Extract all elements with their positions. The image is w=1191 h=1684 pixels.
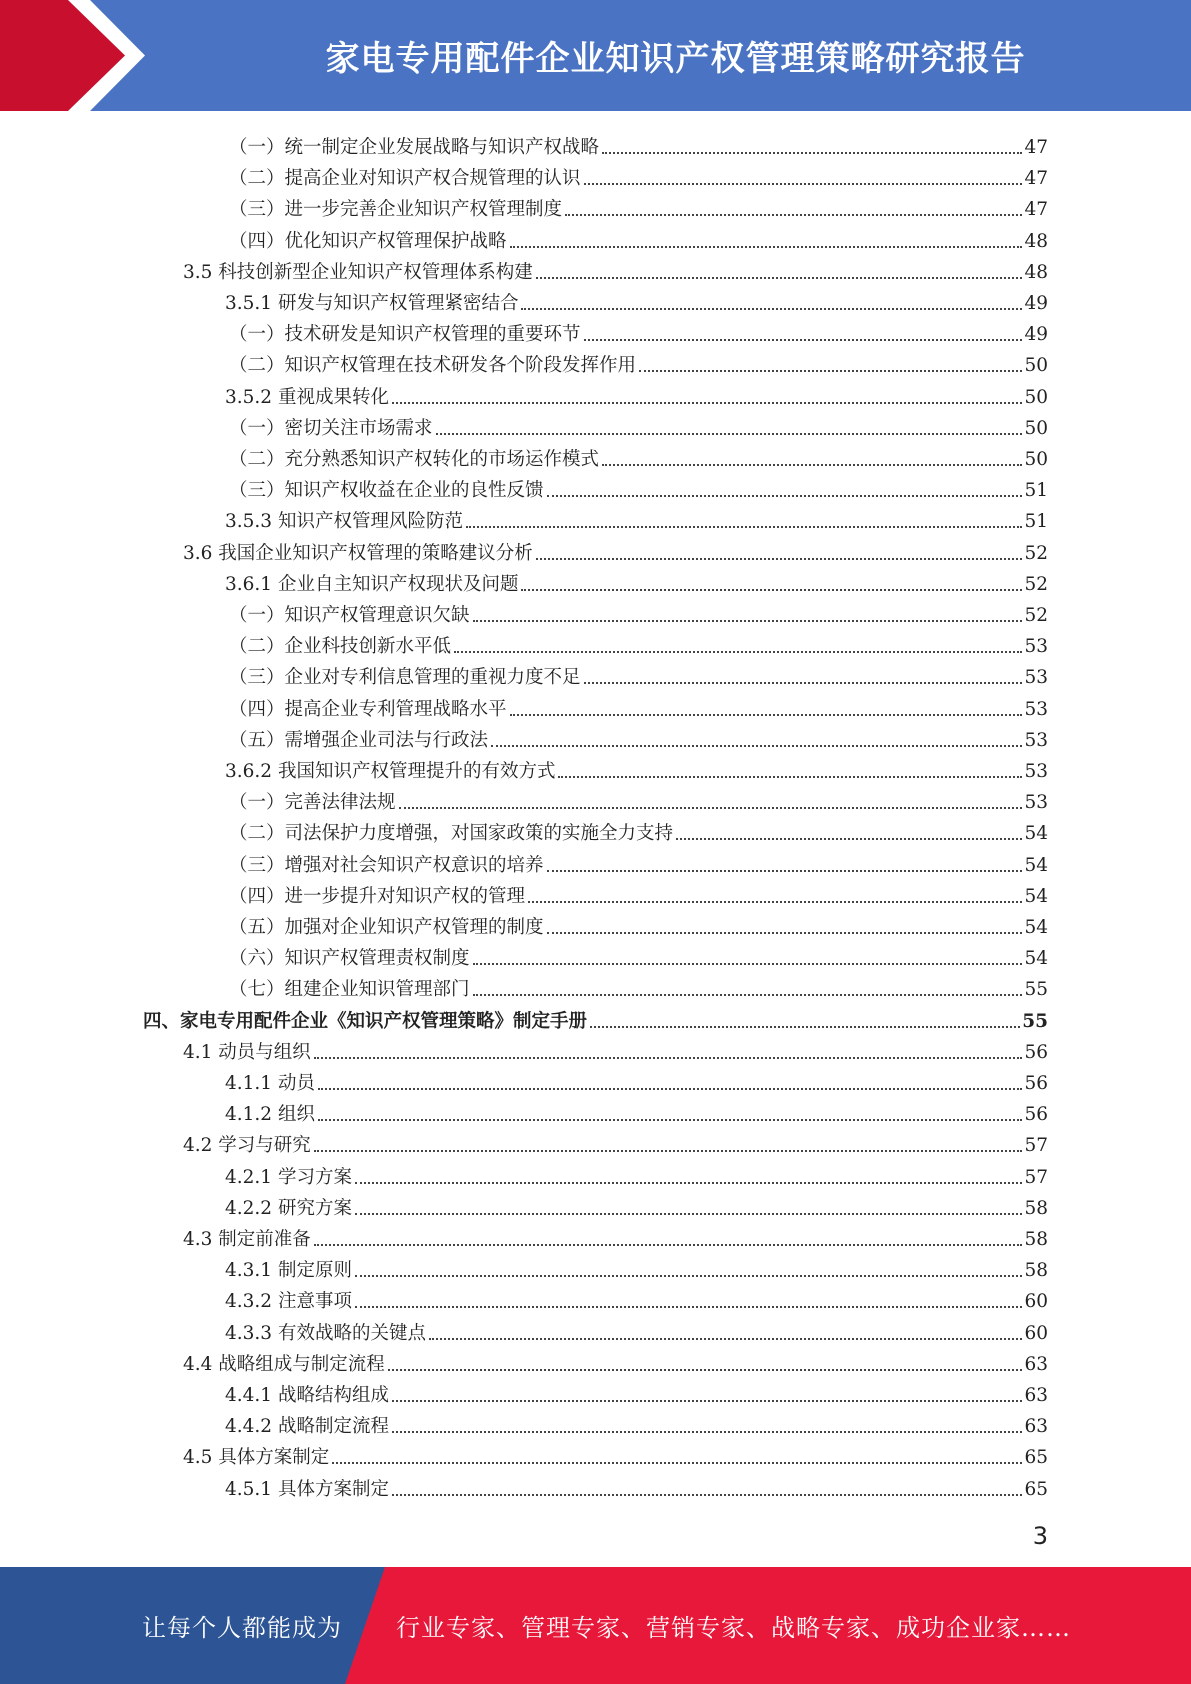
toc-entry-title: （四）进一步提升对知识产权的管理 — [229, 885, 526, 907]
toc-entry-title: 4.4.2 战略制定流程 — [225, 1416, 389, 1438]
toc-entry-title: 4.2.2 研究方案 — [225, 1197, 352, 1219]
toc-entry-page: 56 — [1024, 1041, 1048, 1063]
toc-dot-leader — [436, 433, 1023, 435]
toc-dot-leader — [473, 963, 1023, 965]
toc-entry-title: 4.1 动员与组织 — [183, 1041, 311, 1063]
toc-entry-page: 53 — [1024, 729, 1048, 751]
toc-entry-title: 4.5 具体方案制定 — [183, 1447, 330, 1469]
toc-entry[interactable] — [229, 222, 1048, 253]
toc-entry-title: （二）充分熟悉知识产权转化的市场运作模式 — [229, 449, 600, 470]
toc-entry[interactable] — [225, 1470, 1048, 1501]
toc-dot-leader — [602, 464, 1022, 466]
toc-entry[interactable] — [229, 690, 1048, 721]
toc-entry[interactable] — [225, 1251, 1048, 1282]
toc-entry[interactable] — [225, 502, 1048, 533]
toc-entry-page: 63 — [1024, 1416, 1048, 1438]
toc-entry[interactable] — [225, 378, 1048, 409]
toc-entry-title: 3.5.2 重视成果转化 — [225, 386, 389, 408]
toc-dot-leader — [584, 339, 1023, 341]
toc-entry-title: 4.1.1 动员 — [225, 1073, 315, 1094]
toc-entry[interactable] — [229, 128, 1048, 159]
toc-entry-page: 55 — [1024, 979, 1048, 1001]
toc-entry[interactable] — [229, 627, 1048, 658]
toc-entry-title: 3.6.1 企业自主知识产权现状及问题 — [225, 573, 519, 595]
toc-entry[interactable] — [229, 315, 1048, 346]
toc-entry-page: 65 — [1024, 1447, 1048, 1469]
toc-entry[interactable] — [229, 658, 1048, 689]
toc-entry[interactable] — [229, 783, 1048, 814]
toc-entry[interactable] — [225, 1376, 1048, 1407]
toc-entry-page: 48 — [1024, 261, 1048, 283]
toc-entry[interactable] — [225, 565, 1048, 596]
toc-entry[interactable] — [183, 534, 1048, 565]
toc-entry-page: 52 — [1024, 542, 1048, 564]
toc-entry-title: （一）统一制定企业发展战略与知识产权战略 — [229, 137, 600, 158]
toc-entry-page: 49 — [1024, 293, 1048, 314]
toc-entry-page: 47 — [1024, 168, 1048, 190]
toc-dot-leader — [318, 1119, 1023, 1121]
toc-dot-leader — [355, 1275, 1023, 1277]
toc-entry-page: 48 — [1024, 230, 1048, 252]
toc-entry[interactable] — [183, 1033, 1048, 1064]
toc-entry-page: 63 — [1024, 1353, 1048, 1375]
toc-entry-page: 53 — [1024, 761, 1048, 782]
toc-entry[interactable] — [229, 596, 1048, 627]
toc-entry[interactable] — [229, 471, 1048, 502]
toc-dot-leader — [392, 1494, 1022, 1496]
toc-dot-leader — [473, 620, 1023, 622]
toc-entry-title: （一）知识产权管理意识欠缺 — [229, 605, 470, 626]
toc-entry-title: （三）知识产权收益在企业的良性反馈 — [229, 480, 544, 502]
toc-entry[interactable] — [229, 846, 1048, 877]
page-header — [0, 0, 1191, 111]
document-title: 家电专用配件企业知识产权管理策略研究报告 — [325, 39, 1026, 79]
toc-entry-title: （五）需增强企业司法与行政法 — [229, 729, 489, 751]
toc-entry-page: 60 — [1024, 1322, 1048, 1344]
toc-entry[interactable] — [183, 1345, 1048, 1376]
toc-entry-title: （六）知识产权管理责权制度 — [229, 948, 470, 970]
toc-dot-leader — [536, 277, 1023, 279]
toc-entry-page: 56 — [1024, 1073, 1048, 1094]
toc-entry-title: （一）密切关注市场需求 — [229, 417, 433, 439]
toc-entry[interactable] — [183, 1220, 1048, 1251]
toc-entry-title: 3.6 我国企业知识产权管理的策略建议分析 — [183, 542, 533, 564]
toc-entry-title: （二）企业科技创新水平低 — [229, 636, 452, 658]
toc-dot-leader — [399, 807, 1023, 809]
toc-entry[interactable] — [229, 814, 1048, 845]
toc-dot-leader — [528, 901, 1022, 903]
toc-dot-leader — [547, 495, 1023, 497]
toc-dot-leader — [429, 1338, 1022, 1340]
toc-entry-title: 4.1.2 组织 — [225, 1104, 315, 1126]
toc-entry[interactable] — [225, 1189, 1048, 1220]
toc-dot-leader — [491, 745, 1022, 747]
toc-entry-title: 4.3.3 有效战略的关键点 — [225, 1322, 426, 1344]
toc-dot-leader — [473, 994, 1023, 996]
toc-entry-page: 53 — [1024, 667, 1048, 689]
toc-dot-leader — [332, 1462, 1022, 1464]
toc-entry-page: 63 — [1024, 1385, 1048, 1406]
toc-entry-page: 50 — [1024, 355, 1048, 377]
toc-entry[interactable] — [229, 939, 1048, 970]
toc-entry-page: 56 — [1024, 1104, 1048, 1126]
toc-entry[interactable] — [143, 1002, 1048, 1033]
toc-entry[interactable] — [229, 190, 1048, 221]
toc-entry-page: 57 — [1024, 1166, 1048, 1188]
toc-entry-title: 四、家电专用配件企业《知识产权管理策略》制定手册 — [143, 1010, 588, 1032]
toc-entry-title: （一）技术研发是知识产权管理的重要环节 — [229, 324, 581, 346]
toc-entry-page: 47 — [1024, 199, 1048, 221]
toc-dot-leader — [639, 370, 1022, 372]
toc-dot-leader — [355, 1306, 1023, 1308]
toc-dot-leader — [521, 308, 1022, 310]
toc-entry[interactable] — [225, 284, 1048, 315]
toc-entry-page: 60 — [1024, 1291, 1048, 1313]
toc-entry[interactable] — [229, 908, 1048, 939]
toc-dot-leader — [536, 558, 1023, 560]
toc-entry[interactable] — [229, 877, 1048, 908]
toc-entry-page: 51 — [1024, 511, 1048, 533]
toc-entry[interactable] — [229, 970, 1048, 1001]
toc-entry-page: 50 — [1024, 417, 1048, 439]
toc-dot-leader — [602, 152, 1022, 154]
toc-dot-leader — [547, 870, 1023, 872]
toc-dot-leader — [510, 714, 1023, 716]
toc-entry-page: 57 — [1024, 1135, 1048, 1157]
toc-dot-leader — [466, 526, 1022, 528]
toc-entry-page: 47 — [1024, 137, 1048, 158]
toc-entry-page: 53 — [1024, 636, 1048, 658]
toc-entry-title: 3.5.1 研发与知识产权管理紧密结合 — [225, 293, 519, 314]
toc-entry[interactable] — [225, 1095, 1048, 1126]
toc-entry-title: （二）知识产权管理在技术研发各个阶段发挥作用 — [229, 355, 637, 377]
toc-entry-page: 54 — [1024, 885, 1048, 907]
toc-dot-leader — [314, 1244, 1023, 1246]
toc-entry-title: 4.2.1 学习方案 — [225, 1166, 352, 1188]
toc-entry-title: （七）组建企业知识管理部门 — [229, 979, 470, 1001]
toc-entry[interactable] — [229, 440, 1048, 471]
toc-entry-title: 4.3.2 注意事项 — [225, 1291, 352, 1313]
toc-dot-leader — [584, 183, 1023, 185]
toc-entry[interactable] — [229, 409, 1048, 440]
toc-dot-leader — [590, 1026, 1020, 1028]
toc-dot-leader — [314, 1057, 1023, 1059]
toc-dot-leader — [676, 838, 1022, 840]
toc-entry-title: 4.4 战略组成与制定流程 — [183, 1353, 385, 1375]
toc-entry[interactable] — [225, 1158, 1048, 1189]
toc-entry-page: 52 — [1024, 605, 1048, 626]
toc-entry-page: 53 — [1024, 792, 1048, 814]
page-number: 3 — [1032, 1522, 1048, 1550]
toc-entry[interactable] — [229, 346, 1048, 377]
toc-entry-title: 4.3.1 制定原则 — [225, 1260, 352, 1282]
toc-entry-title: （三）企业对专利信息管理的重视力度不足 — [229, 667, 581, 689]
toc-entry-page: 51 — [1024, 480, 1048, 502]
toc-dot-leader — [510, 246, 1023, 248]
toc-entry-page: 54 — [1024, 823, 1048, 845]
toc-entry-title: 3.6.2 我国知识产权管理提升的有效方式 — [225, 761, 556, 782]
toc-entry-page: 65 — [1024, 1478, 1048, 1500]
toc-entry-page: 50 — [1024, 449, 1048, 470]
footer-slogan-right: 行业专家、管理专家、营销专家、战略专家、成功企业家…… — [396, 1614, 1071, 1642]
toc-entry-title: （二）提高企业对知识产权合规管理的认识 — [229, 168, 581, 190]
toc-entry-title: （四）优化知识产权管理保护战略 — [229, 230, 507, 252]
toc-entry[interactable] — [183, 1438, 1048, 1469]
toc-dot-leader — [584, 682, 1023, 684]
toc-entry-page: 50 — [1024, 386, 1048, 408]
toc-dot-leader — [314, 1150, 1023, 1152]
toc-entry-title: （二）司法保护力度增强，对国家政策的实施全力支持 — [229, 823, 674, 845]
toc-dot-leader — [318, 1088, 1023, 1090]
toc-entry-page: 58 — [1024, 1260, 1048, 1282]
toc-entry-page: 54 — [1024, 917, 1048, 938]
toc-entry-page: 55 — [1022, 1010, 1048, 1032]
toc-entry-title: 4.2 学习与研究 — [183, 1135, 311, 1157]
toc-dot-leader — [454, 651, 1022, 653]
toc-entry-page: 58 — [1024, 1229, 1048, 1250]
toc-entry-page: 52 — [1024, 573, 1048, 595]
toc-entry-title: （三）增强对社会知识产权意识的培养 — [229, 854, 544, 876]
toc-entry-title: （四）提高企业专利管理战略水平 — [229, 698, 507, 720]
toc-dot-leader — [392, 1400, 1022, 1402]
toc-entry[interactable] — [229, 159, 1048, 190]
toc-entry-page: 53 — [1024, 698, 1048, 720]
toc-entry[interactable] — [225, 1407, 1048, 1438]
toc-entry[interactable] — [225, 1282, 1048, 1313]
toc-dot-leader — [547, 932, 1023, 934]
toc-dot-leader — [392, 402, 1022, 404]
toc-entry-title: 3.5 科技创新型企业知识产权管理体系构建 — [183, 261, 533, 283]
toc-entry[interactable] — [183, 1126, 1048, 1157]
toc-dot-leader — [558, 776, 1022, 778]
toc-entry[interactable] — [183, 253, 1048, 284]
toc-entry[interactable] — [225, 1314, 1048, 1345]
toc-entry-page: 54 — [1024, 948, 1048, 970]
toc-dot-leader — [388, 1369, 1023, 1371]
toc-dot-leader — [565, 214, 1022, 216]
toc-entry-title: 4.4.1 战略结构组成 — [225, 1385, 389, 1406]
page-footer — [0, 1567, 1191, 1684]
toc-dot-leader — [355, 1213, 1023, 1215]
toc-entry-title: （三）进一步完善企业知识产权管理制度 — [229, 199, 563, 221]
toc-entry-title: 4.3 制定前准备 — [183, 1229, 311, 1250]
toc-entry-title: （五）加强对企业知识产权管理的制度 — [229, 917, 544, 938]
toc-entry-title: 3.5.3 知识产权管理风险防范 — [225, 511, 463, 533]
toc-entry-title: （一）完善法律法规 — [229, 792, 396, 814]
toc-entry-page: 58 — [1024, 1197, 1048, 1219]
toc-dot-leader — [521, 589, 1022, 591]
toc-dot-leader — [392, 1431, 1022, 1433]
toc-dot-leader — [355, 1182, 1023, 1184]
toc-entry[interactable] — [225, 1064, 1048, 1095]
toc-entry-page: 54 — [1024, 854, 1048, 876]
toc-entry[interactable] — [225, 752, 1048, 783]
toc-entry[interactable] — [229, 721, 1048, 752]
footer-slogan-left: 让每个人都能成为 — [142, 1614, 342, 1642]
chevron-decoration-icon — [0, 0, 150, 111]
toc-entry-page: 49 — [1024, 324, 1048, 346]
toc-entry-title: 4.5.1 具体方案制定 — [225, 1478, 389, 1500]
